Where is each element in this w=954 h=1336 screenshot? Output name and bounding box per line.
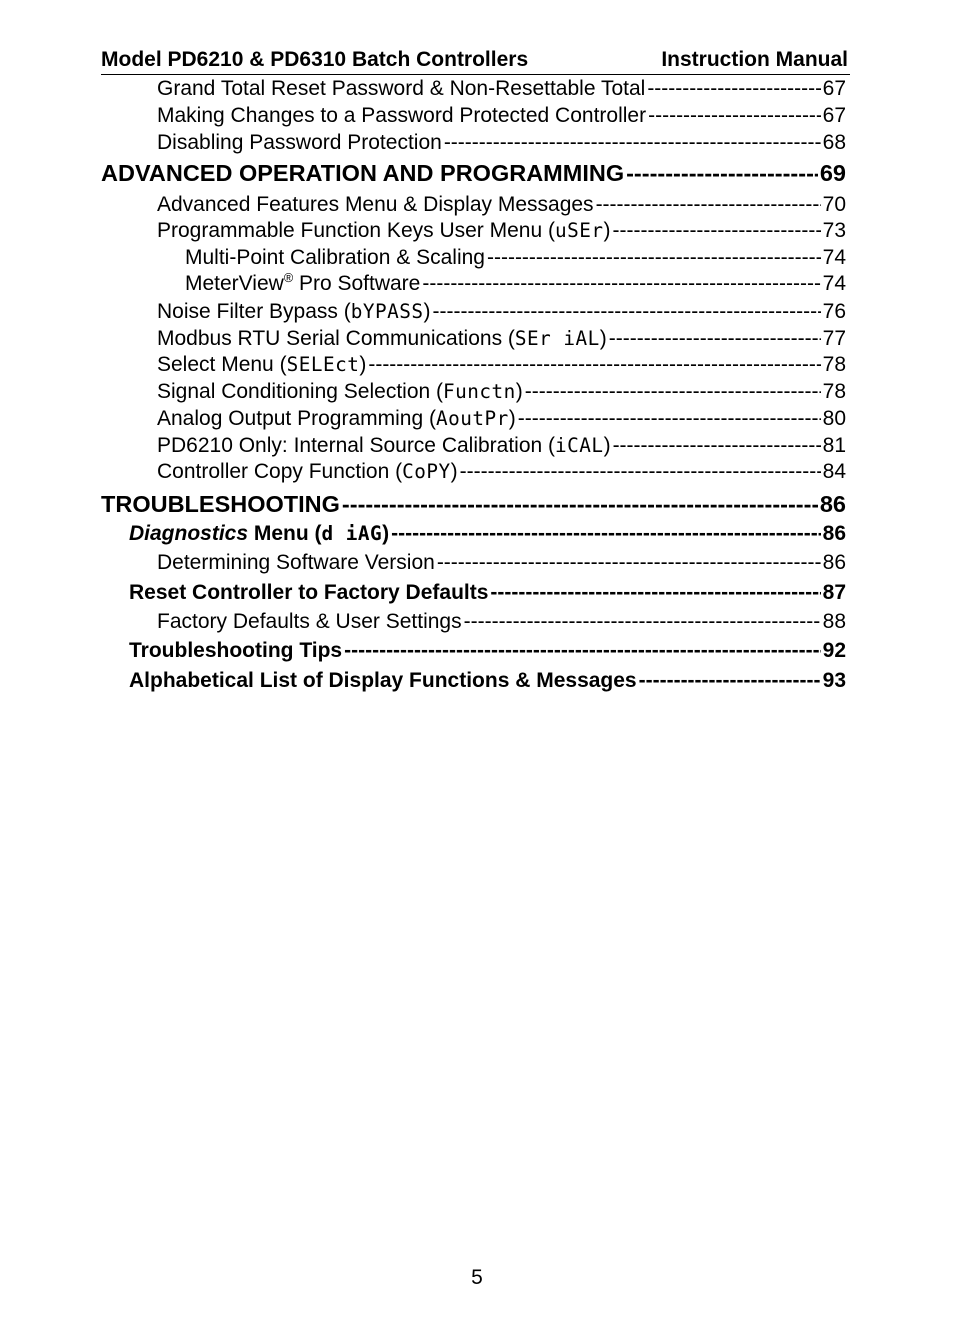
toc-leader <box>518 407 821 431</box>
toc-leader <box>487 246 821 270</box>
toc-entry-title: Signal Conditioning Selection ( <box>157 380 444 403</box>
display-code: SELEct <box>286 353 360 376</box>
toc-entry-close: ) <box>450 460 458 483</box>
toc-entry-close: ) <box>382 522 390 545</box>
toc-entry-title: PD6210 Only: Internal Source Calibration ( <box>157 434 556 457</box>
display-code: AoutPr <box>435 407 509 430</box>
display-code: bYPASS <box>350 300 424 323</box>
toc-entry-close: ) <box>359 353 367 376</box>
toc-leader <box>460 460 821 484</box>
display-code: uSEr <box>555 219 604 242</box>
toc-entry-page: 78 <box>822 353 846 376</box>
toc-entry-page: 88 <box>822 610 846 633</box>
toc-entry-page: 87 <box>822 581 846 604</box>
toc-entry-title: Disabling Password Protection <box>157 131 442 154</box>
toc-leader <box>613 434 821 458</box>
toc-entry-title-italic: Diagnostics <box>129 522 249 545</box>
header-manual-label: Instruction Manual <box>661 48 848 71</box>
toc-entry[interactable] <box>185 272 846 296</box>
toc-entry[interactable] <box>129 639 846 663</box>
toc-entry-title: Making Changes to a Password Protected Controller <box>157 104 647 127</box>
toc-entry[interactable] <box>157 327 846 351</box>
toc-entry-page: 86 <box>819 491 846 517</box>
toc-entry[interactable] <box>157 407 846 431</box>
toc-entry[interactable] <box>129 669 846 693</box>
toc-entry[interactable] <box>157 460 846 484</box>
toc-entry[interactable] <box>157 104 846 128</box>
toc-leader <box>613 219 821 243</box>
page-header <box>101 48 850 75</box>
toc-entry-close: ) <box>515 380 523 403</box>
toc-leader <box>344 639 821 663</box>
toc-leader <box>639 669 821 693</box>
toc-entry-page: 80 <box>822 407 846 430</box>
toc-entry-close: ) <box>508 407 516 430</box>
toc-leader <box>391 522 820 546</box>
toc-entry-title: Controller Copy Function ( <box>157 460 403 483</box>
toc-entry-page: 93 <box>822 669 846 692</box>
toc-entry-title: Reset Controller to Factory Defaults <box>129 581 489 604</box>
toc-leader <box>609 327 821 351</box>
toc-entry-title: MeterView <box>185 272 284 295</box>
toc-leader <box>525 380 821 404</box>
toc-entry-close: ) <box>423 300 431 323</box>
toc-entry-title: Modbus RTU Serial Communications ( <box>157 327 515 350</box>
toc-entry-title: Programmable Function Keys User Menu ( <box>157 219 555 242</box>
toc-entry[interactable] <box>157 300 846 324</box>
toc-leader <box>596 193 821 217</box>
toc-entry-page: 68 <box>822 131 846 154</box>
toc-entry-page: 86 <box>822 522 846 545</box>
toc-entry[interactable] <box>157 77 846 101</box>
display-code: SEr iAL <box>514 327 600 350</box>
toc-leader <box>437 551 821 575</box>
toc-entry-title: Analog Output Programming ( <box>157 407 436 430</box>
toc-entry-page: 67 <box>822 104 846 127</box>
toc-entry[interactable] <box>157 380 846 404</box>
display-code: CoPY <box>402 460 451 483</box>
toc-entry-title: Alphabetical List of Display Functions & Messages <box>129 669 637 692</box>
toc-entry[interactable] <box>157 434 846 458</box>
toc-entry-title: Determining Software Version <box>157 551 435 574</box>
toc-leader <box>490 581 820 605</box>
toc-entry[interactable] <box>157 219 846 243</box>
toc-entry-page: 84 <box>822 460 846 483</box>
toc-section-advanced[interactable] <box>101 160 846 187</box>
toc-entry-page: 78 <box>822 380 846 403</box>
toc-entry[interactable] <box>185 246 846 270</box>
toc-entry-page: 92 <box>822 639 846 662</box>
toc-entry-page: 73 <box>822 219 846 242</box>
toc-entry[interactable] <box>157 193 846 217</box>
toc-leader <box>464 610 821 634</box>
toc-entry-page: 77 <box>822 327 846 350</box>
toc-entry[interactable] <box>157 353 846 377</box>
toc-entry-title: Select Menu ( <box>157 353 287 376</box>
toc-entry-title: Advanced Features Menu & Display Messages <box>157 193 594 216</box>
toc-entry-title: Menu ( <box>248 522 322 545</box>
display-code: Functn <box>443 380 516 403</box>
toc-section-troubleshooting[interactable] <box>101 491 846 518</box>
toc-entry-close: ) <box>603 434 611 457</box>
display-code: d iAG <box>321 522 383 545</box>
toc-entry[interactable] <box>157 131 846 155</box>
toc-entry-page: 69 <box>819 160 846 186</box>
page-number: 5 <box>471 1266 483 1289</box>
toc-entry-page: 70 <box>822 193 846 216</box>
toc-entry-page: 86 <box>822 551 846 574</box>
display-code: iCAL <box>555 434 604 457</box>
toc-entry-title: Noise Filter Bypass ( <box>157 300 351 323</box>
toc-leader <box>648 104 821 128</box>
toc-entry[interactable] <box>129 581 846 605</box>
toc-leader <box>422 272 820 296</box>
toc-entry[interactable] <box>157 610 846 634</box>
toc-leader <box>368 353 820 377</box>
toc-entry[interactable] <box>157 551 846 575</box>
toc-entry-page: 74 <box>822 246 846 269</box>
toc-entry-close: ) <box>599 327 607 350</box>
toc-entry-title-rest: Pro Software <box>293 272 421 295</box>
toc-entry-title: ADVANCED OPERATION AND PROGRAMMING <box>101 160 625 186</box>
toc-leader <box>342 491 818 518</box>
header-model-title: Model PD6210 & PD6310 Batch Controllers <box>101 48 529 71</box>
registered-mark: ® <box>283 271 294 285</box>
toc-entry-title: Multi-Point Calibration & Scaling <box>185 246 485 269</box>
toc-entry-page: 74 <box>822 272 846 295</box>
toc-entry-title: Factory Defaults & User Settings <box>157 610 462 633</box>
toc-entry-title: Grand Total Reset Password & Non-Resettable Total <box>157 77 646 100</box>
toc-entry-page: 67 <box>822 77 846 100</box>
toc-entry-page: 81 <box>822 434 846 457</box>
toc-leader <box>432 300 820 324</box>
toc-entry-close: ) <box>603 219 611 242</box>
toc-entry-page: 76 <box>822 300 846 323</box>
toc-entry[interactable] <box>129 522 846 546</box>
toc-leader <box>444 131 821 155</box>
toc-leader <box>647 77 820 101</box>
toc-leader <box>626 160 818 187</box>
toc-entry-title: Troubleshooting Tips <box>129 639 343 662</box>
toc-entry-title: TROUBLESHOOTING <box>101 491 340 517</box>
